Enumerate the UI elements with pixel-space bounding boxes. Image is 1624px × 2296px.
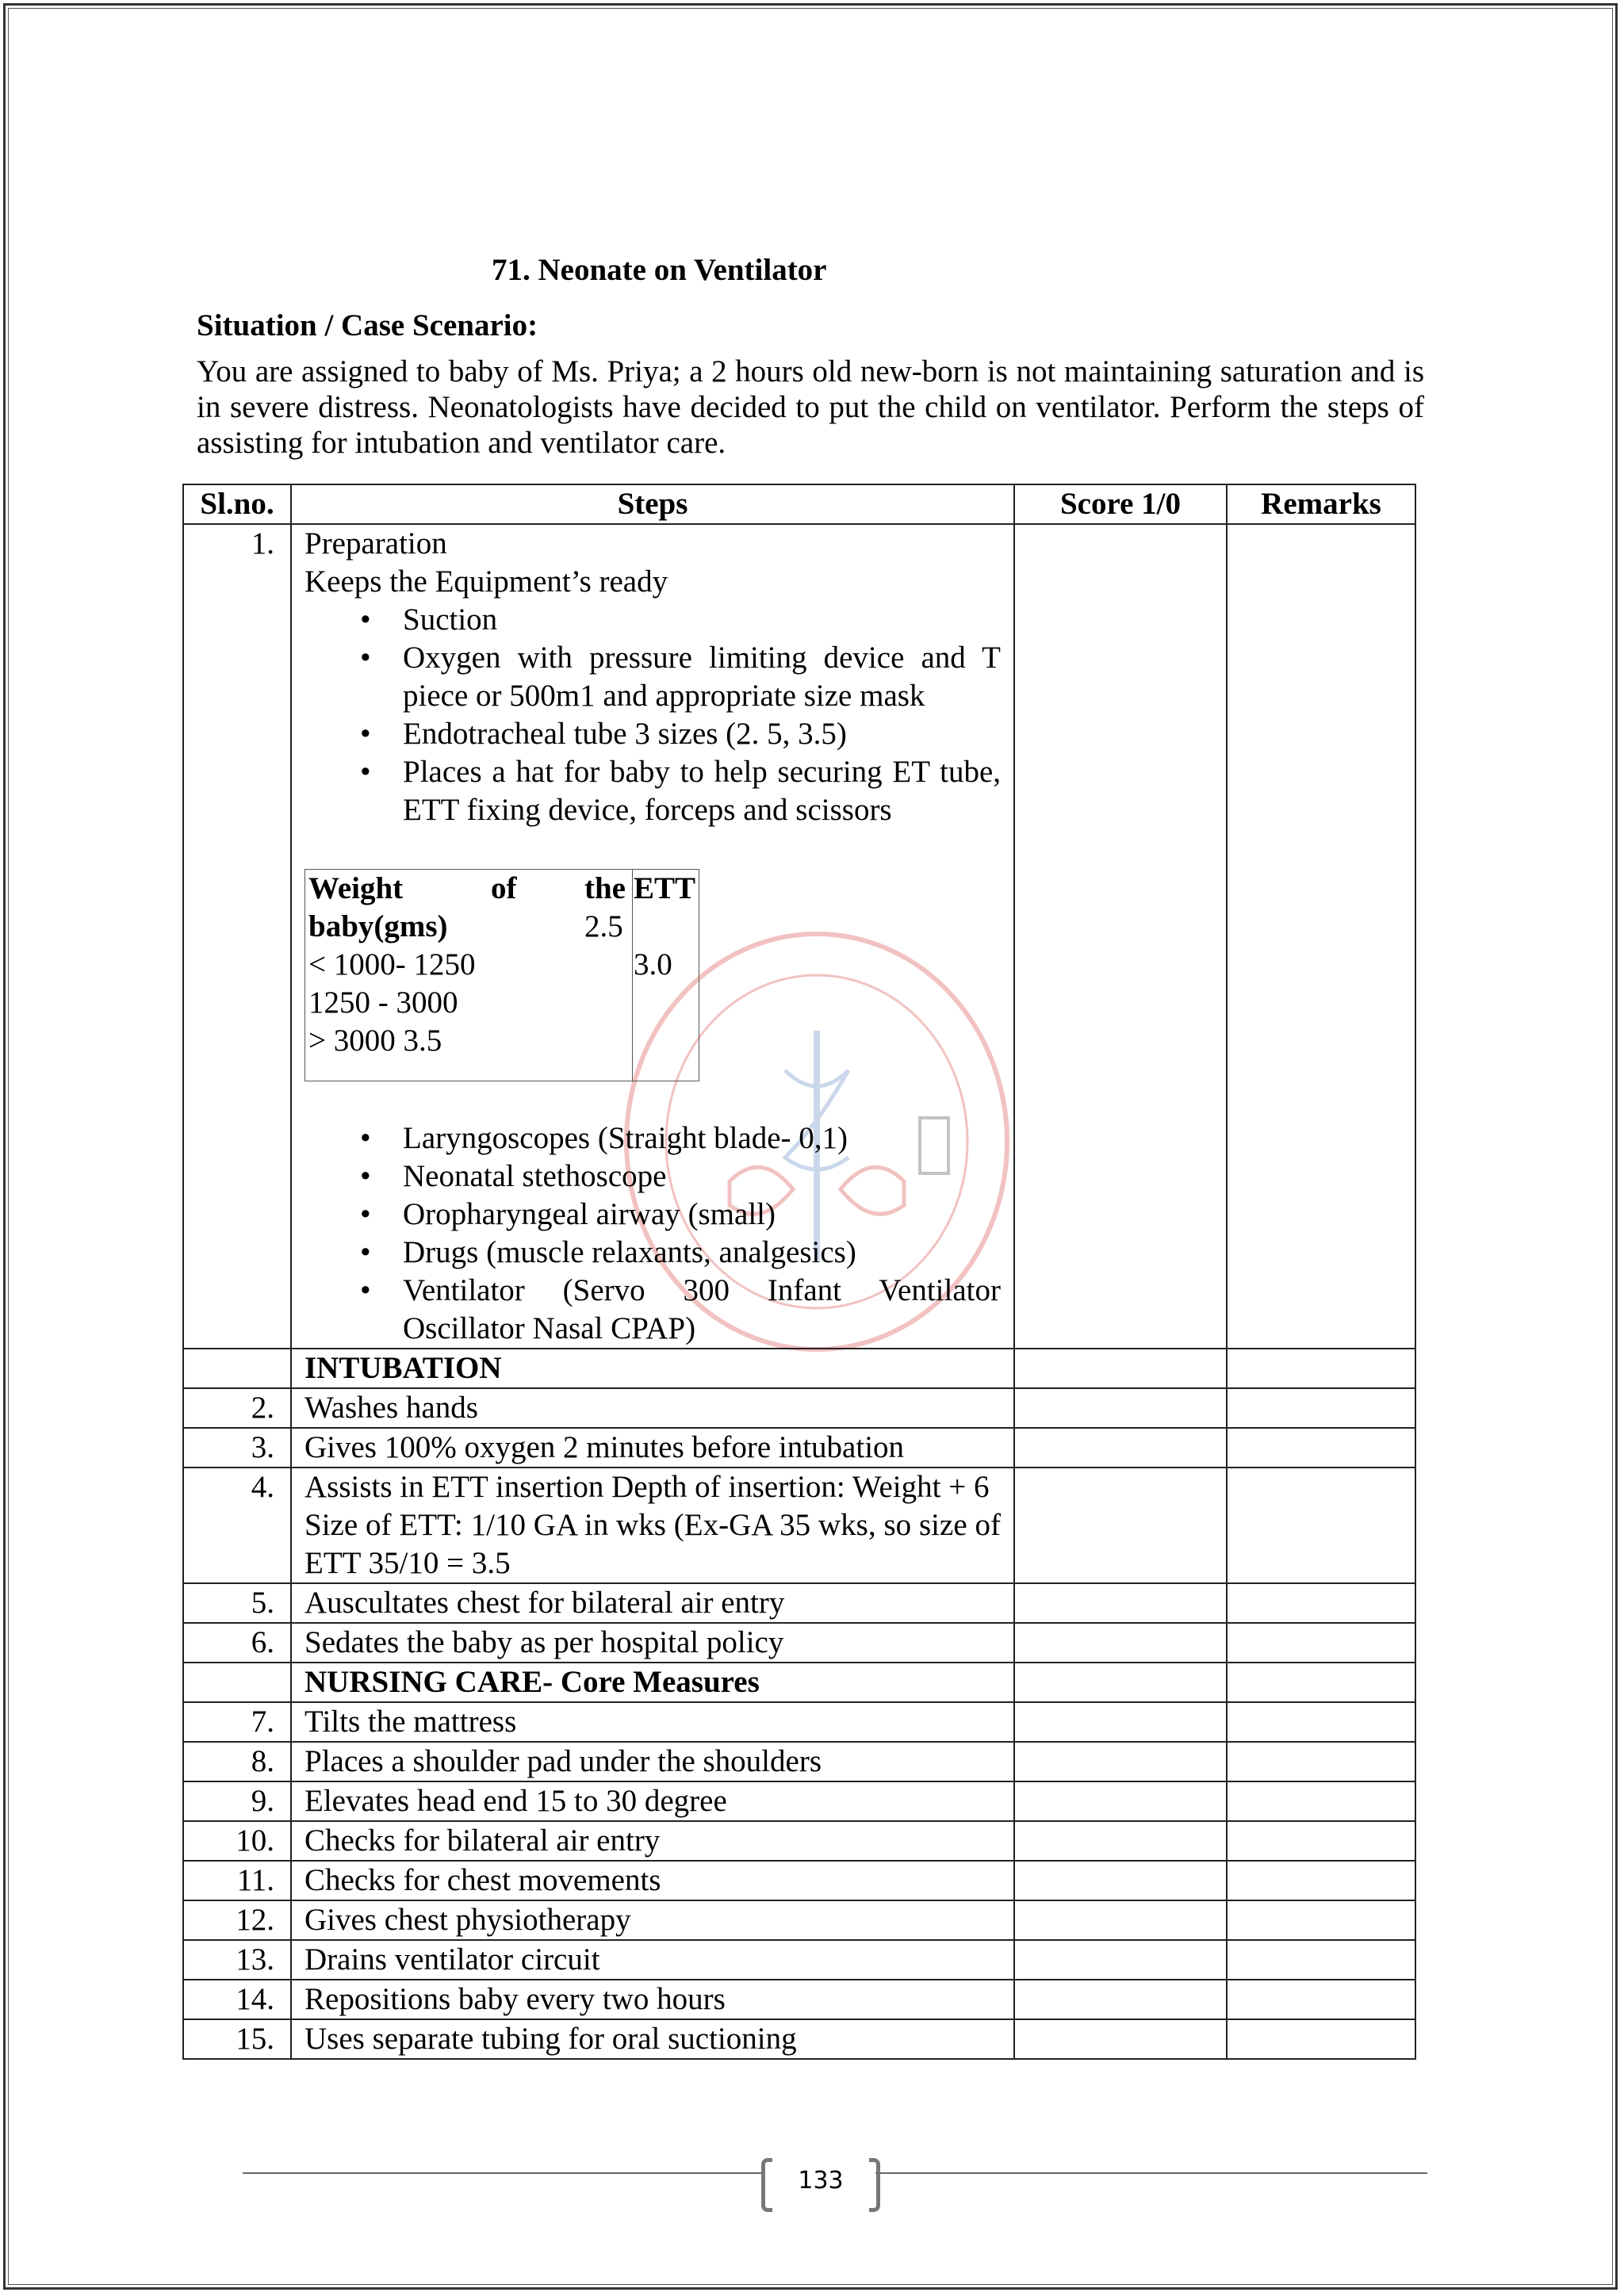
ett-column-divider xyxy=(632,870,633,1081)
remarks-cell[interactable] xyxy=(1227,1861,1415,1900)
step-line: Preparation xyxy=(304,526,447,561)
list-item: • Suction xyxy=(360,601,1001,639)
step-text xyxy=(291,524,1014,1349)
row-number: 5. xyxy=(183,1583,291,1623)
section-heading: NURSING CARE- Core Measures xyxy=(291,1663,1014,1702)
page-number: 133 xyxy=(798,2167,844,2195)
remarks-cell[interactable] xyxy=(1227,1940,1415,1980)
table-row xyxy=(183,1583,1415,1623)
step-text: Sedates the baby as per hospital policy xyxy=(291,1623,1014,1663)
score-cell[interactable] xyxy=(1014,524,1227,1349)
weight-label: baby(gms) xyxy=(308,909,448,943)
ett-value: 3.0 xyxy=(634,947,672,982)
step-text: Uses separate tubing for oral suctioning xyxy=(291,2019,1014,2059)
table-row xyxy=(183,524,1415,1349)
row-number: 2. xyxy=(183,1388,291,1428)
table-row xyxy=(183,1623,1415,1663)
table-row xyxy=(183,1428,1415,1468)
step-text: Gives chest physiotherapy xyxy=(291,1900,1014,1940)
step-text: Washes hands xyxy=(291,1388,1014,1428)
table-row xyxy=(183,1702,1415,1742)
score-cell xyxy=(1014,1663,1227,1702)
score-cell[interactable] xyxy=(1014,1861,1227,1900)
score-cell[interactable] xyxy=(1014,1980,1227,2019)
page-number-bracket-left xyxy=(761,2158,772,2212)
remarks-cell[interactable] xyxy=(1227,1781,1415,1821)
table-row xyxy=(183,1468,1415,1583)
list-item: • Places a hat for baby to help securing ET tube, ETT fixing device, forceps and scissors xyxy=(360,753,1001,829)
score-cell[interactable] xyxy=(1014,1821,1227,1861)
table-row xyxy=(183,1742,1415,1781)
step-text xyxy=(291,1468,1014,1583)
remarks-cell[interactable] xyxy=(1227,524,1415,1349)
remarks-cell[interactable] xyxy=(1227,1388,1415,1428)
score-cell[interactable] xyxy=(1014,1623,1227,1663)
row-number: 9. xyxy=(183,1781,291,1821)
row-number: 6. xyxy=(183,1623,291,1663)
list-item: • Laryngoscopes (Straight blade- 0,1) xyxy=(360,1119,1001,1158)
table-row xyxy=(183,1940,1415,1980)
remarks-cell[interactable] xyxy=(1227,2019,1415,2059)
footer-divider-right xyxy=(875,2172,1427,2174)
step-text: Gives 100% oxygen 2 minutes before intubation xyxy=(291,1428,1014,1468)
table-row xyxy=(183,2019,1415,2059)
table-row xyxy=(183,1900,1415,1940)
checklist-table xyxy=(182,484,1416,2060)
weight-range: > 3000 3.5 xyxy=(308,1024,442,1058)
ett-value: 2.5 xyxy=(584,909,623,943)
section-row xyxy=(183,1663,1415,1702)
list-item: • Endotracheal tube 3 sizes (2. 5, 3.5) xyxy=(360,715,1001,753)
score-cell[interactable] xyxy=(1014,1900,1227,1940)
list-item: • Ventilator (Servo 300 Infant Ventilator Oscillator Nasal CPAP) xyxy=(360,1272,1001,1348)
section-heading: INTUBATION xyxy=(291,1349,1014,1388)
score-cell xyxy=(1014,1349,1227,1388)
score-cell[interactable] xyxy=(1014,1388,1227,1428)
remarks-cell[interactable] xyxy=(1227,1583,1415,1623)
score-cell[interactable] xyxy=(1014,1583,1227,1623)
row-number: 3. xyxy=(183,1428,291,1468)
remarks-cell[interactable] xyxy=(1227,1821,1415,1861)
remarks-cell xyxy=(1227,1663,1415,1702)
row-number: 11. xyxy=(183,1861,291,1900)
header-remarks: Remarks xyxy=(1227,484,1415,524)
list-item: • Drugs (muscle relaxants, analgesics) xyxy=(360,1234,1001,1272)
remarks-cell[interactable] xyxy=(1227,1702,1415,1742)
score-cell[interactable] xyxy=(1014,1940,1227,1980)
header-score: Score 1/0 xyxy=(1014,484,1227,524)
equipment-list xyxy=(304,601,1001,829)
remarks-cell xyxy=(1227,1349,1415,1388)
row-number: 7. xyxy=(183,1702,291,1742)
table-header-row xyxy=(183,484,1415,524)
list-item: • Neonatal stethoscope xyxy=(360,1158,1001,1196)
header-slno: Sl.no. xyxy=(183,484,291,524)
row-number: 1. xyxy=(183,524,291,1349)
scenario-text: You are assigned to baby of Ms. Priya; a 2 hours old new-born is not maintaining saturation and is in severe distress. Neonatologists have decided to put the child on ventilator. Perform the steps of assisting for intubation and ventilator care. xyxy=(197,354,1424,460)
list-item: • Oxygen with pressure limiting device and T piece or 500m1 and appropriate size mask xyxy=(360,639,1001,715)
ett-label: ETT xyxy=(634,871,696,905)
score-cell[interactable] xyxy=(1014,1742,1227,1781)
table-row xyxy=(183,1980,1415,2019)
remarks-cell[interactable] xyxy=(1227,1742,1415,1781)
remarks-cell[interactable] xyxy=(1227,1428,1415,1468)
footer-divider-left xyxy=(243,2172,763,2174)
row-number: 12. xyxy=(183,1900,291,1940)
step-line: Size of ETT: 1/10 GA in wks (Ex-GA 35 wks, so size of ETT 35/10 = 3.5 xyxy=(304,1508,1001,1580)
remarks-cell[interactable] xyxy=(1227,1900,1415,1940)
row-number: 4. xyxy=(183,1468,291,1583)
row-number: 8. xyxy=(183,1742,291,1781)
step-text: Drains ventilator circuit xyxy=(291,1940,1014,1980)
step-text: Places a shoulder pad under the shoulders xyxy=(291,1742,1014,1781)
table-row xyxy=(183,1821,1415,1861)
row-number: 13. xyxy=(183,1940,291,1980)
step-text: Elevates head end 15 to 30 degree xyxy=(291,1781,1014,1821)
page-number-bracket-right xyxy=(869,2158,880,2212)
weight-label: Weight xyxy=(308,871,404,905)
ett-size-table xyxy=(304,869,699,1081)
remarks-cell[interactable] xyxy=(1227,1623,1415,1663)
remarks-cell[interactable] xyxy=(1227,1980,1415,2019)
step-line: Assists in ETT insertion Depth of insertion: Weight + 6 xyxy=(304,1470,990,1504)
step-text: Repositions baby every two hours xyxy=(291,1980,1014,2019)
step-line: Keeps the Equipment’s ready xyxy=(304,564,668,599)
step-text: Checks for bilateral air entry xyxy=(291,1821,1014,1861)
table-row xyxy=(183,1388,1415,1428)
weight-range: < 1000- 1250 xyxy=(308,947,476,982)
list-item: • Oropharyngeal airway (small) xyxy=(360,1196,1001,1234)
weight-label: the xyxy=(584,871,626,905)
score-cell[interactable] xyxy=(1014,1428,1227,1468)
score-cell[interactable] xyxy=(1014,1468,1227,1583)
table-row xyxy=(183,1861,1415,1900)
page-title: 71. Neonate on Ventilator xyxy=(492,253,827,287)
header-steps: Steps xyxy=(291,484,1014,524)
step-text: Auscultates chest for bilateral air entry xyxy=(291,1583,1014,1623)
equipment-list xyxy=(304,1119,1001,1348)
score-cell[interactable] xyxy=(1014,1702,1227,1742)
remarks-cell[interactable] xyxy=(1227,1468,1415,1583)
table-row xyxy=(183,1781,1415,1821)
row-number: 15. xyxy=(183,2019,291,2059)
weight-label: of xyxy=(491,871,517,905)
scenario-heading: Situation / Case Scenario: xyxy=(197,308,538,342)
row-number: 14. xyxy=(183,1980,291,2019)
row-number: 10. xyxy=(183,1821,291,1861)
step-text: Checks for chest movements xyxy=(291,1861,1014,1900)
step-text: Tilts the mattress xyxy=(291,1702,1014,1742)
section-row xyxy=(183,1349,1415,1388)
weight-range: 1250 - 3000 xyxy=(308,985,458,1020)
score-cell[interactable] xyxy=(1014,2019,1227,2059)
score-cell[interactable] xyxy=(1014,1781,1227,1821)
